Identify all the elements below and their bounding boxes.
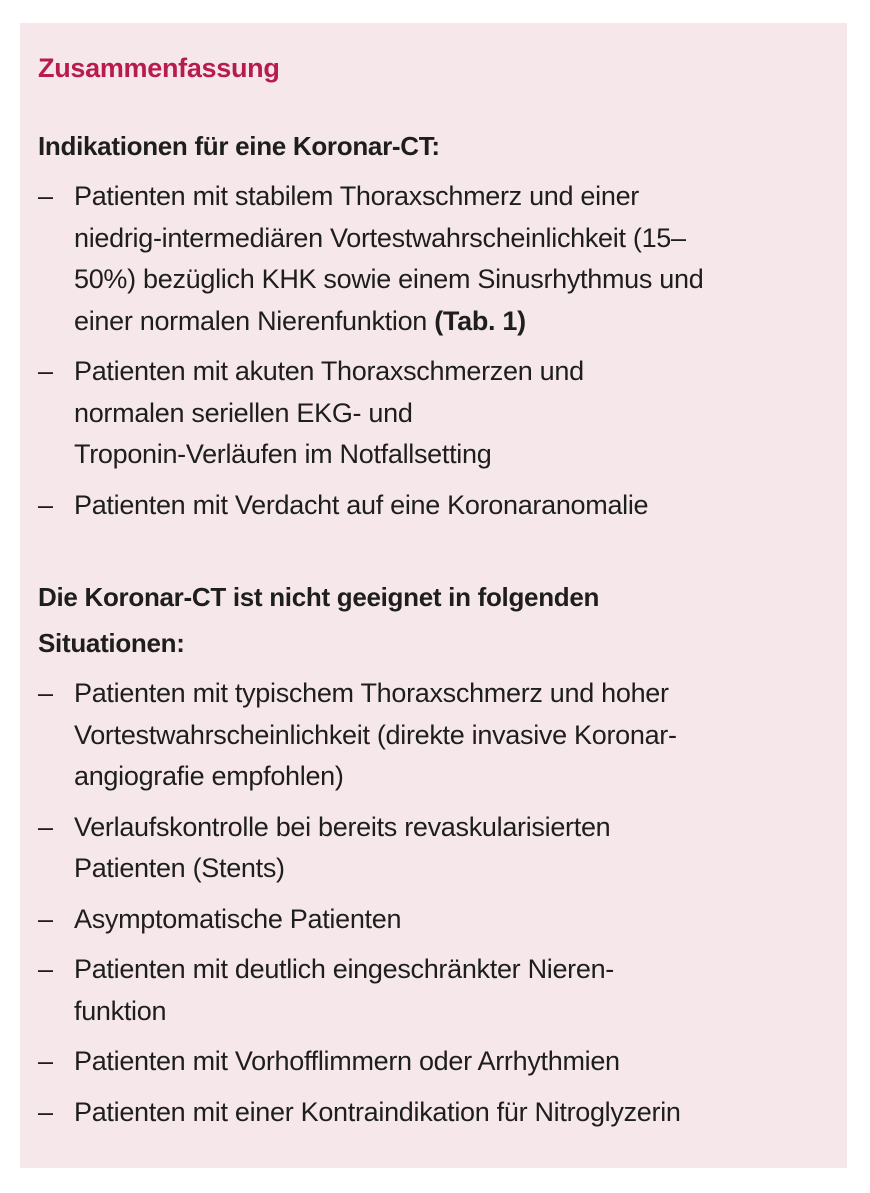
table-reference-link[interactable]: (Tab. 1) [434, 305, 526, 336]
item-line: Vortestwahrscheinlichkeit (direkte invasive Koronar- [74, 719, 677, 750]
item-line: 50%) bezüglich KHK sowie einem Sinusrhythmus und [74, 264, 704, 294]
item-line-text: einer normalen Nierenfunktion [74, 305, 428, 336]
item-line: angiografie empfohlen) [74, 761, 344, 791]
list-item [20, 807, 847, 890]
summary-box [20, 23, 847, 1168]
bullet-dash: – [38, 811, 53, 842]
item-line: niedrig-intermediären Vortestwahrscheinlichkeit (15– [74, 222, 686, 253]
list-item [20, 899, 847, 941]
list-item [20, 176, 847, 342]
heading-line: Situationen: [38, 628, 185, 658]
bullet-dash: – [38, 181, 53, 211]
contraindications-list [20, 673, 847, 1133]
contraindications-heading [38, 574, 599, 666]
list-item [20, 485, 847, 527]
item-line: Patienten (Stents) [74, 853, 285, 883]
list-item [20, 949, 847, 1032]
indications-heading [38, 123, 440, 169]
item-line: Patienten mit Verdacht auf eine Koronaranomalie [74, 489, 649, 520]
item-line: Patienten mit stabilem Thoraxschmerz und einer [74, 181, 639, 211]
item-line: Patienten mit typischem Thoraxschmerz und hoher [74, 678, 669, 708]
item-line: Patienten mit Vorhofflimmern oder Arrhythmien [74, 1046, 620, 1076]
list-item [20, 673, 847, 798]
item-line: Patienten mit einer Kontraindikation für Nitroglyzerin [74, 1096, 681, 1127]
heading-line: Indikationen für eine Koronar-CT: [38, 131, 440, 161]
item-line: Asymptomatische Patienten [74, 903, 402, 934]
item-line: Patienten mit deutlich eingeschränkter Nieren- [74, 954, 614, 984]
item-line: Patienten mit akuten Thoraxschmerzen und [74, 356, 584, 386]
item-line: Verlaufskontrolle bei bereits revaskularisierten [74, 811, 611, 842]
list-item [20, 351, 847, 476]
bullet-dash: – [38, 954, 53, 984]
item-line: funktion [74, 995, 167, 1026]
heading-line: Die Koronar-CT ist nicht geeignet in folgenden [38, 582, 600, 612]
item-line: Troponin-Verläufen im Notfallsetting [74, 439, 492, 469]
bullet-dash: – [38, 356, 53, 386]
indications-list [20, 176, 847, 526]
item-line [74, 301, 847, 343]
bullet-dash: – [38, 1096, 53, 1127]
bullet-dash: – [38, 903, 53, 934]
list-item [20, 1092, 847, 1134]
bullet-dash: – [38, 489, 53, 520]
list-item [20, 1041, 847, 1083]
summary-title: Zusammenfassung [38, 53, 280, 83]
bullet-dash: – [38, 1046, 53, 1076]
bullet-dash: – [38, 678, 53, 708]
item-line: normalen seriellen EKG- und [74, 397, 413, 428]
